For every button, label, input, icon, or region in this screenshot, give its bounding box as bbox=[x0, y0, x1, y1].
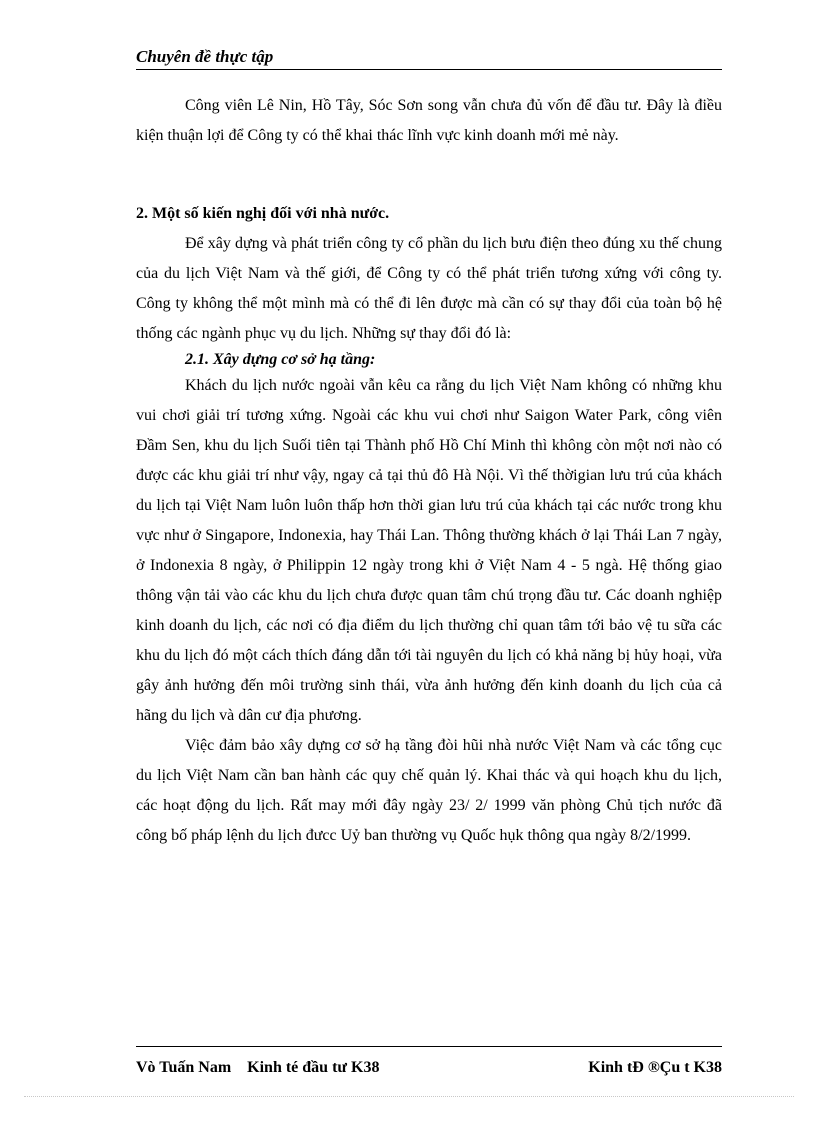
page-footer bbox=[136, 1046, 722, 1079]
subsection-paragraph-1: Khách du lịch nước ngoài vẫn kêu ca rằng du lịch Việt Nam không có những khu vui chơi giải trí tương xứng. Ngoài các khu vui chơi như Saigon Water Park, công viên Đầm Sen, khu du lịch Suối tiên tại Thành phố Hồ Chí Minh thì không còn một nơi nào có được các khu giải trí như vậy, ngay cả tại thủ đô Hà Nội. Vì thế thờigian lưu trú của khách du lịch tại Việt Nam luôn luôn thấp hơn thời gian lưu trú của khách tại các nước trong khu vực như ở Singapore, Indonexia, hay Thái Lan. Thông thường khách ở lại Thái Lan 7 ngày, ở Indonexia 8 ngày, ở Philippin 12 ngày trong khi ở Việt Nam 4 - 5 ngà. Hệ thống giao thông vận tải vào các khu du lịch chưa được quan tâm chú trọng đầu tư. Các doanh nghiệp kinh doanh du lịch, các nơi có địa điểm du lịch thường chỉ quan tâm tới bảo vệ tu sữa các khu du lịch đó một cách thích đáng dẫn tới tài nguyên du lịch có khả năng bị hủy hoại, vừa gây ảnh hưởng đến môi trường sinh thái, vừa ảnh hưởng đến kinh doanh du lịch của cả hãng du lịch và dân cư địa phương. bbox=[136, 377, 722, 724]
footer-author: Vò Tuấn Nam bbox=[136, 1059, 232, 1076]
intro-paragraph: Công viên Lê Nin, Hồ Tây, Sóc Sơn song vẫn chưa đủ vốn để đầu tư. Đây là điều kiện thuận lợi để Công ty có thể khai thác lĩnh vực kinh doanh mới mẻ này. bbox=[136, 97, 722, 144]
header-title: Chuyên đề thực tập bbox=[136, 47, 274, 66]
footer-left bbox=[136, 1057, 379, 1079]
subsection-paragraph-2: Việc đảm bảo xây dựng cơ sở hạ tầng đòi hũi nhà nước Việt Nam và các tổng cục du lịch Việt Nam cần ban hành các quy chế quản lý. Khai thác và qui hoạch khu du lịch, các hoạt động du lịch. Rất may mới đây ngày 23/ 2/ 1999 văn phòng Chủ tịch nước đã công bố pháp lệnh du lịch đưcc Uỷ ban thường vụ Quốc hụk thông qua ngày 8/2/1999. bbox=[136, 737, 722, 844]
spacer bbox=[136, 151, 722, 199]
subsection-heading: 2.1. Xây dựng cơ sở hạ tầng: bbox=[185, 351, 376, 368]
section-heading: 2. Một số kiến nghị đối với nhà nước. bbox=[136, 205, 390, 222]
footer-class: Kinh té đầu tư K38 bbox=[247, 1059, 380, 1076]
section-paragraph: Để xây dựng và phát triển công ty cổ phần du lịch bưu điện theo đúng xu thế chung của du lịch Việt Nam và thế giới, để Công ty có thể phát triển tương xứng với công ty. Công ty không thể một mình mà có thể đi lên được mà cần có sự thay đổi của toàn bộ hệ thống các ngành phục vụ du lịch. Những sự thay đổi đó là: bbox=[136, 235, 722, 342]
document-body bbox=[136, 91, 722, 851]
page-header bbox=[136, 46, 722, 70]
footer-right: Kinh tĐ ®Çu t K38 bbox=[588, 1059, 722, 1076]
page-bottom-divider bbox=[24, 1096, 794, 1097]
